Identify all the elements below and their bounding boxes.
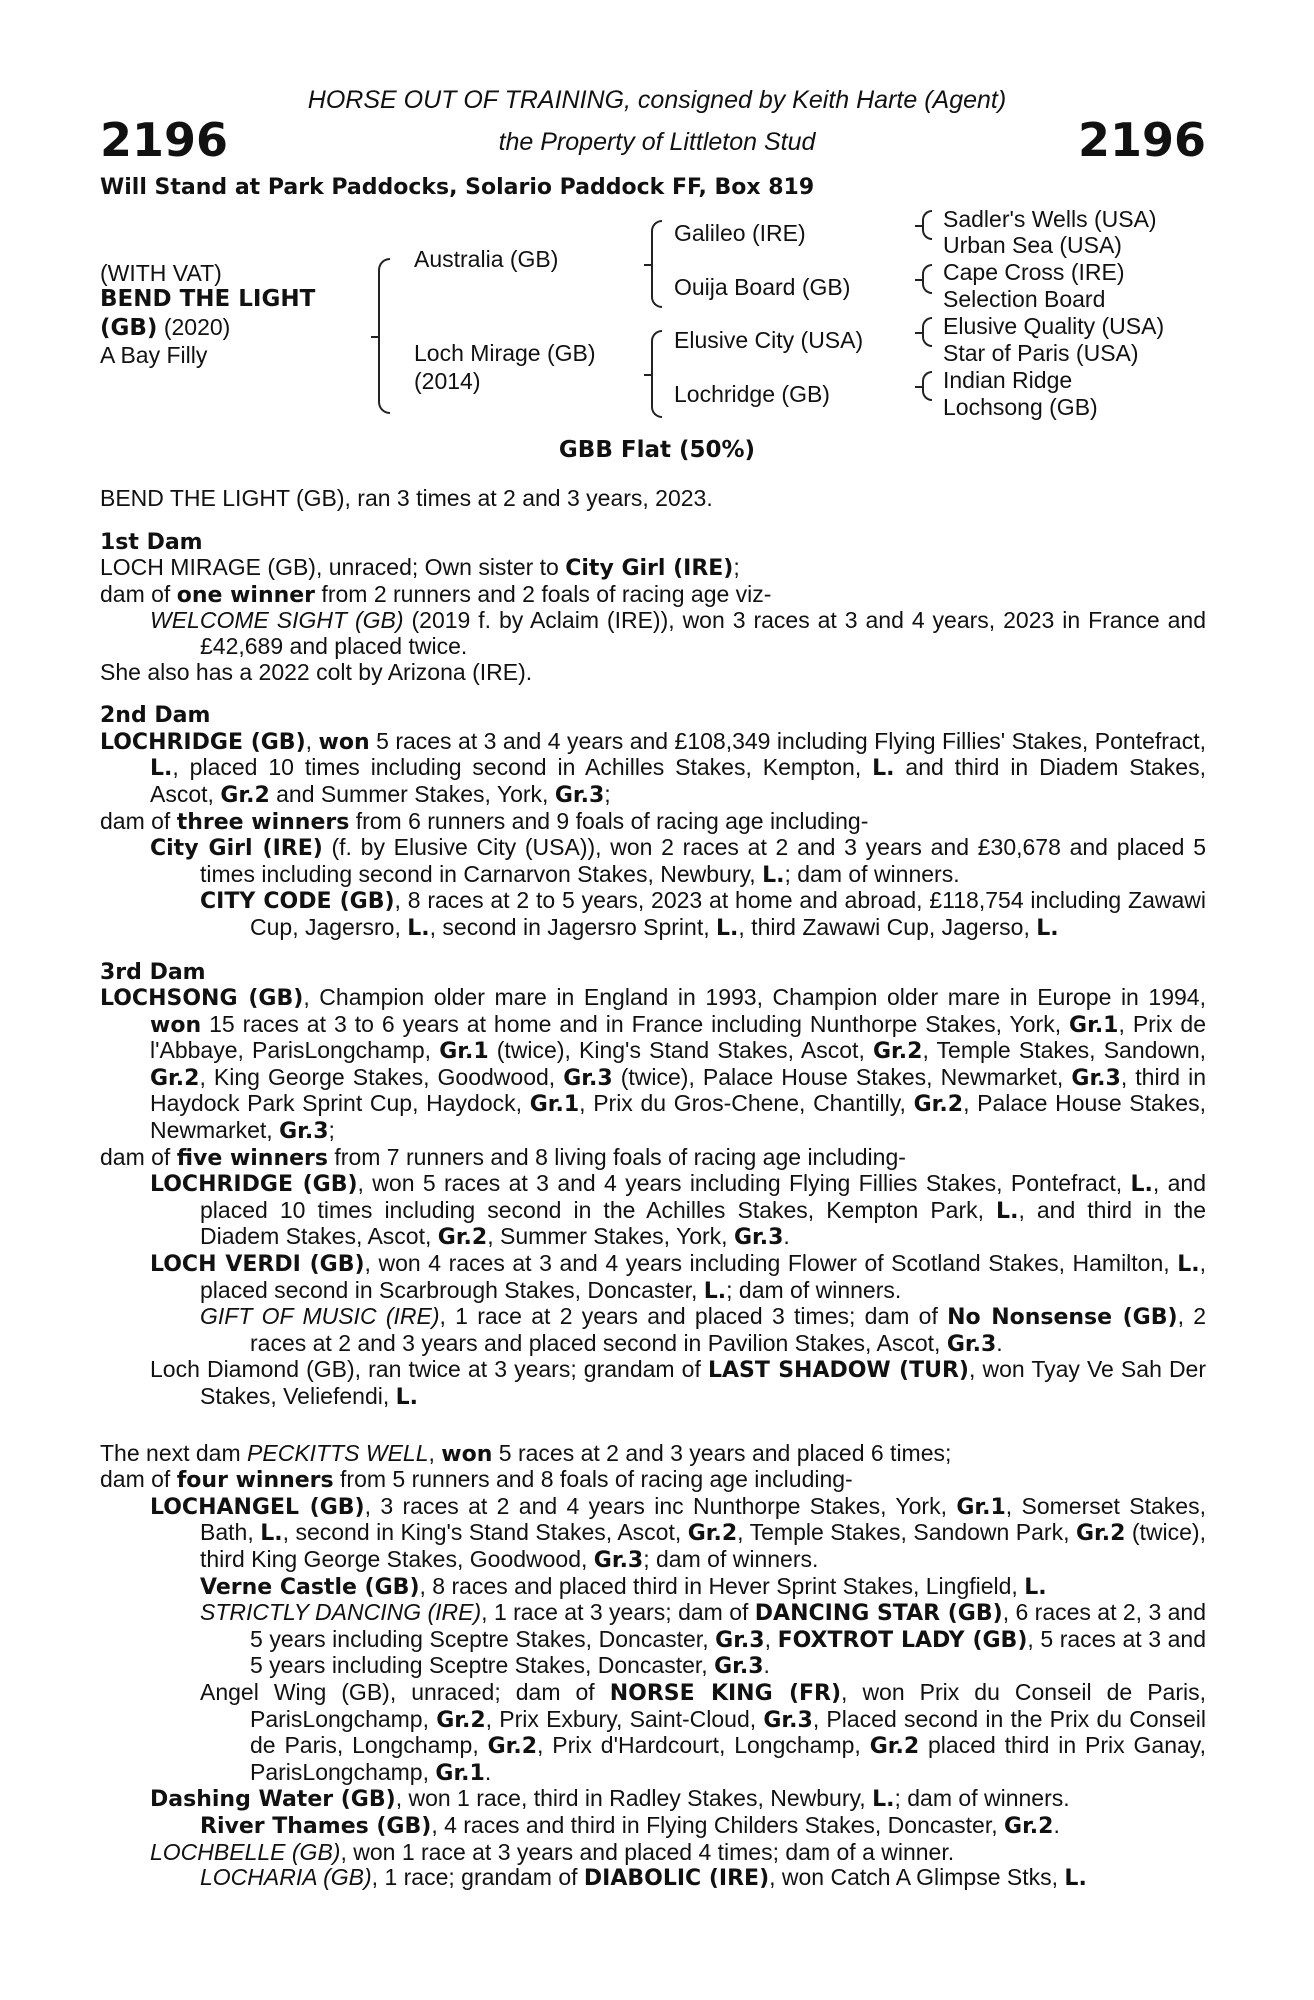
text-run: L. [703,1278,727,1304]
second-dam-produce-2 [100,888,1206,941]
text-run: DIABOLIC (IRE) [583,1866,770,1892]
text-run: Gr.3 [593,1547,644,1573]
first-dam-produce-1 [100,608,1206,659]
text-run: NORSE KING (FR) [609,1680,842,1706]
text-run: Gr.3 [733,1225,784,1251]
text-run: , won 1 race at 3 years and placed 4 times; dam of a winner. [340,1838,955,1865]
third-dam-produce-3 [100,1304,1206,1357]
text-run: Gr.2 [436,1707,486,1733]
text-run: , Prix Exbury, Saint-Cloud, [485,1705,764,1732]
text-run: ; [328,1117,335,1144]
text-run: No Nonsense (GB) [947,1305,1178,1331]
second-dam-produce-1 [100,835,1206,888]
text-run: , Summer Stakes, York, [487,1223,734,1250]
text-run: L. [1064,1866,1087,1892]
lot-number-left: 2196 [100,113,229,167]
horse-name-line2 [100,314,230,341]
text-run: , 5 races at 3 and 5 years including Sceptre Stakes, Doncaster, [250,1625,1206,1679]
text-run: L. [1130,1172,1153,1198]
third-dam-produce-2 [100,1251,1206,1304]
pedigree-brace-3b [922,264,932,294]
text-run: L. [716,915,739,941]
first-dam-line-3: She also has a 2022 colt by Arizona (IRE). [100,658,533,685]
text-run: Gr.2 [913,1092,964,1118]
text-run: four winners [176,1468,334,1494]
dam-dam-sire: Indian Ridge [943,367,1073,393]
text-run: , 4 races and third in Flying Childers Stakes, Doncaster, [431,1811,1005,1838]
third-dam-produce-1 [100,1171,1206,1251]
text-run: Gr.1 [1069,1012,1119,1038]
next-dam-produce-1 [100,1494,1206,1574]
text-run: CITY CODE (GB) [200,889,395,915]
text-run: River Thames (GB) [200,1813,432,1839]
text-run: Angel Wing (GB), unraced; dam of [200,1678,610,1705]
text-run: , 6 races at 2, 3 and 5 years including Sceptre Stakes, Doncaster, [250,1599,1207,1652]
text-run: placed third in Prix Ganay, ParisLongchamp, [250,1732,1206,1785]
sire: Australia (GB) [414,246,559,272]
second-dam-heading: 2nd Dam [100,703,211,729]
text-run: 5 races at 3 and 4 years and £108,349 including Flying Fillies' Stakes, Pontefract, [369,727,1207,754]
sire-sire: Galileo (IRE) [674,220,806,246]
text-run: Gr.1 [529,1092,580,1118]
text-run: from 5 runners and 8 foals of racing age including- [333,1466,853,1493]
dam-sire: Elusive City (USA) [674,327,864,353]
horse-year: (2020) [157,314,231,340]
text-run: three winners [176,809,350,835]
dam-dam-dam: Lochsong (GB) [943,394,1098,420]
text-run: Gr.1 [439,1039,489,1065]
next-dam-produce-2 [100,1574,1206,1601]
text-run: L. [996,1198,1019,1224]
consignment-line-2: the Property of Littleton Stud [498,128,816,156]
text-run: LOCH VERDI (GB) [150,1252,365,1278]
text-run: , [764,1625,778,1652]
text-run: Gr.2 [220,782,270,808]
text-run: L. [150,756,173,782]
pedigree-brace-3a [922,210,932,240]
incentive-scheme: GBB Flat (50%) [558,437,756,463]
third-dam-heading: 3rd Dam [100,959,206,985]
text-run: , third Zawawi Cup, Jagerso, [738,913,1037,940]
text-run: ; dam of winners. [894,1785,1070,1812]
text-run: , 1 race at 3 years; dam of [481,1599,755,1626]
text-run: , second in Jagersro Sprint, [429,913,717,940]
text-run: , 3 races at 2 and 4 years inc Nunthorpe Stakes, York, [364,1492,957,1519]
sire-dam-dam: Selection Board [943,286,1106,312]
sire-dam: Ouija Board (GB) [674,274,851,300]
text-run: Verne Castle (GB) [200,1574,420,1600]
text-run: dam of [100,1466,177,1493]
text-run: Gr.1 [435,1760,485,1786]
first-dam-line-2 [100,582,1206,609]
text-run: L. [762,862,785,888]
text-run: Gr.3 [1071,1065,1121,1091]
text-run: , won 5 races at 3 and 4 years including Flying Fillies Stakes, Pontefract, [357,1170,1131,1197]
text-run: STRICTLY DANCING (IRE) [200,1599,482,1626]
next-dam-produce-8 [100,1865,1206,1892]
text-run: dam of [100,1143,177,1170]
catalogue-body [100,486,1206,1892]
text-run: 5 races at 2 and 3 years and placed 6 times; [492,1439,952,1466]
horse-description: A Bay Filly [100,342,208,368]
pedigree-brace-2b [651,330,662,418]
text-run: LOCHARIA (GB) [200,1864,372,1891]
text-run: ; [733,554,740,581]
text-run: . [783,1223,790,1250]
stand-location: Will Stand at Park Paddocks, Solario Paddock FF, Box 819 [100,175,815,200]
third-dam-produce-line [100,1145,1206,1172]
text-run: Gr.2 [873,1039,923,1065]
text-run: ; dam of winners. [726,1276,902,1303]
text-run: ; dam of winners. [784,860,960,887]
text-run: won [318,729,370,755]
text-run: , won Tyay Ve Sah Der Stakes, Veliefendi, [200,1356,1207,1409]
lot-number-right: 2196 [1077,113,1206,167]
text-run: LOCHRIDGE (GB) [100,729,306,755]
text-run: Gr.3 [763,1707,813,1733]
sire-sire-sire: Sadler's Wells (USA) [943,206,1157,232]
text-run: LOCHSONG (GB) [100,986,304,1012]
text-run: , second in King's Stand Stakes, Ascot, [282,1519,688,1546]
next-dam-produce-5 [100,1786,1206,1813]
text-run: Gr.2 [687,1521,738,1547]
text-run: and Summer Stakes, York, [269,780,555,807]
text-run: , Palace House Stakes, Newmarket, [150,1090,1206,1144]
text-run: Gr.2 [487,1734,538,1760]
text-run: . [763,1652,770,1679]
pedigree-brace-2a [651,220,662,308]
second-dam-produce-line [100,809,1206,836]
text-run: L. [407,915,430,941]
text-run: won [150,1012,202,1038]
text-run: , Temple Stakes, Sandown, [922,1037,1206,1064]
text-run: , third in Haydock Park Sprint Cup, Haydock, [150,1063,1206,1117]
next-dam-line-1 [100,1441,1206,1468]
text-run: Dashing Water (GB) [150,1787,396,1813]
pedigree-brace-3d [922,371,932,401]
text-run: ; [604,780,611,807]
text-run: Gr.3 [715,1627,765,1653]
pedigree-brace-1 [378,258,390,414]
dam: Loch Mirage (GB) [414,340,596,366]
text-run: , Prix de l'Abbaye, ParisLongchamp, [150,1010,1206,1064]
text-run: , Temple Stakes, Sandown Park, [737,1519,1076,1546]
text-run: L. [1024,1574,1047,1600]
text-run: , 1 race at 2 years and placed 3 times; dam of [439,1303,948,1330]
second-dam-record [100,729,1206,809]
text-run: L. [872,1787,895,1813]
text-run: Gr.3 [554,782,605,808]
dam-dam: Lochridge (GB) [674,381,830,407]
race-summary: BEND THE LIGHT (GB), ran 3 times at 2 and 3 years, 2023. [100,485,713,511]
text-run: (f. by Elusive City (USA)), won 2 races at 2 and 3 years and £30,678 and placed 5 times including second in Carnarvon Stakes, Newbury, [200,834,1206,887]
text-run: Gr.2 [869,1734,920,1760]
text-run: (twice), Palace House Stakes, Newmarket, [612,1063,1072,1090]
first-dam-line-1 [100,555,1206,582]
text-run: . [996,1329,1003,1356]
third-dam-record [100,985,1206,1145]
text-run: Loch Diamond (GB), ran twice at 3 years; grandam of [150,1356,708,1383]
text-run: , Prix d'Hardcourt, Longchamp, [537,1732,870,1759]
dam-sire-sire: Elusive Quality (USA) [943,313,1165,339]
text-run: Gr.1 [956,1494,1006,1520]
horse-country: (GB) [100,315,158,341]
text-run: , won 1 race, third in Radley Stakes, Newbury, [395,1785,873,1812]
text-run: LOCHRIDGE (GB) [150,1172,358,1198]
text-run: L. [260,1521,283,1547]
dam-sire-dam: Star of Paris (USA) [943,340,1139,366]
text-run: , and placed 10 times including second in the Achilles Stakes, Kempton Park, [200,1170,1207,1223]
text-run: . [484,1758,492,1785]
text-run: Gr.2 [1075,1521,1126,1547]
text-run: L. [395,1385,419,1410]
text-run: , [428,1439,442,1466]
text-run: , Placed second in the Prix du Conseil de Paris, Longchamp, [250,1705,1206,1759]
text-run: Gr.3 [279,1119,329,1145]
text-run: dam of [100,580,177,607]
text-run: L. [1177,1252,1200,1278]
next-dam-produce-7 [100,1840,1206,1866]
next-dam-produce-3 [100,1600,1206,1680]
text-run: , King George Stakes, Goodwood, [199,1063,564,1090]
text-run: . [1053,1811,1060,1838]
text-run: (twice), third King George Stakes, Goodwood, [200,1519,1206,1572]
pedigree-brace-3c [922,317,932,347]
text-run: , 2 races at 2 and 3 years and placed second in Pavilion Stakes, Ascot, [250,1303,1207,1356]
sire-sire-dam: Urban Sea (USA) [943,232,1122,258]
text-run: GIFT OF MUSIC (IRE) [200,1303,440,1330]
text-run: won [441,1441,493,1467]
text-run: , 8 races at 2 to 5 years, 2023 at home and abroad, £118,754 including Zawawi Cup, Jagersro, [250,887,1206,940]
text-run: , won Catch A Glimpse Stks, [769,1864,1065,1891]
text-run: from 7 runners and 8 living foals of racing age including- [328,1143,906,1170]
text-run: Gr.2 [1004,1813,1054,1839]
text-run: , [305,727,319,754]
text-run: Gr.2 [437,1225,488,1251]
next-dam-line-2 [100,1467,1206,1494]
text-run: City Girl (IRE) [565,556,734,582]
text-run: , won 4 races at 3 and 4 years including Flower of Scotland Stakes, Hamilton, [364,1250,1178,1277]
horse-name: BEND THE LIGHT [100,286,316,312]
text-run: , Somerset Stakes, Bath, [200,1492,1206,1546]
text-run: L. [1036,915,1059,941]
text-run: FOXTROT LADY (GB) [777,1627,1028,1653]
text-run: The next dam [100,1439,248,1466]
text-run: and third in Diadem Stakes, Ascot, [150,754,1206,807]
third-dam-produce-4 [100,1357,1206,1410]
text-run: , Prix du Gros-Chene, Chantilly, [579,1090,914,1117]
sire-dam-sire: Cape Cross (IRE) [943,259,1125,285]
text-run: ; dam of winners. [643,1545,819,1572]
next-dam-produce-6 [100,1813,1206,1840]
text-run: , won Prix du Conseil de Paris, ParisLongchamp, [250,1678,1207,1732]
text-run: from 2 runners and 2 foals of racing age viz- [315,580,772,607]
text-run: DANCING STAR (GB) [754,1601,1003,1627]
consignment-line-1: HORSE OUT OF TRAINING, consigned by Keith Harte (Agent) [307,86,1007,114]
text-run: (twice), King's Stand Stakes, Ascot, [488,1037,873,1064]
text-run: , and third in the Diadem Stakes, Ascot, [200,1196,1206,1250]
text-run: Gr.3 [946,1331,997,1357]
text-run: Gr.3 [563,1065,613,1091]
text-run: LOCH MIRAGE (GB), unraced; Own sister to [100,554,566,581]
text-run: Gr.3 [714,1654,764,1680]
text-run: Gr.2 [150,1065,200,1091]
text-run: , 8 races and placed third in Hever Sprint Stakes, Lingfield, [419,1572,1025,1599]
text-run: (2019 f. by Aclaim (IRE)), won 3 races at 3 and 4 years, 2023 in France and £42,689 and placed twice. [200,607,1206,659]
text-run: from 6 runners and 9 foals of racing age including- [349,807,869,834]
text-run: WELCOME SIGHT (GB) [150,607,404,634]
text-run: LAST SHADOW (TUR) [707,1358,969,1384]
text-run: five winners [176,1145,329,1171]
text-run: one winner [176,582,316,608]
text-run: PECKITTS WELL [247,1439,429,1466]
text-run: 15 races at 3 to 6 years at home and in France including Nunthorpe Stakes, York, [201,1010,1070,1037]
next-dam-produce-4 [100,1680,1206,1786]
text-run: L. [872,756,895,782]
text-run: LOCHANGEL (GB) [150,1494,365,1520]
text-run: LOCHBELLE (GB) [150,1838,341,1865]
vat-note: (WITH VAT) [100,260,222,286]
text-run: City Girl (IRE) [150,836,323,862]
text-run: dam of [100,807,177,834]
dam-year: (2014) [414,368,481,394]
text-run: , Champion older mare in England in 1993, Champion older mare in Europe in 1994, [303,984,1206,1011]
text-run: , 1 race; grandam of [371,1864,584,1891]
text-run: , placed second in Scarbrough Stakes, Doncaster, [200,1250,1206,1303]
first-dam-heading: 1st Dam [100,529,203,555]
text-run: , placed 10 times including second in Achilles Stakes, Kempton, [172,754,873,781]
